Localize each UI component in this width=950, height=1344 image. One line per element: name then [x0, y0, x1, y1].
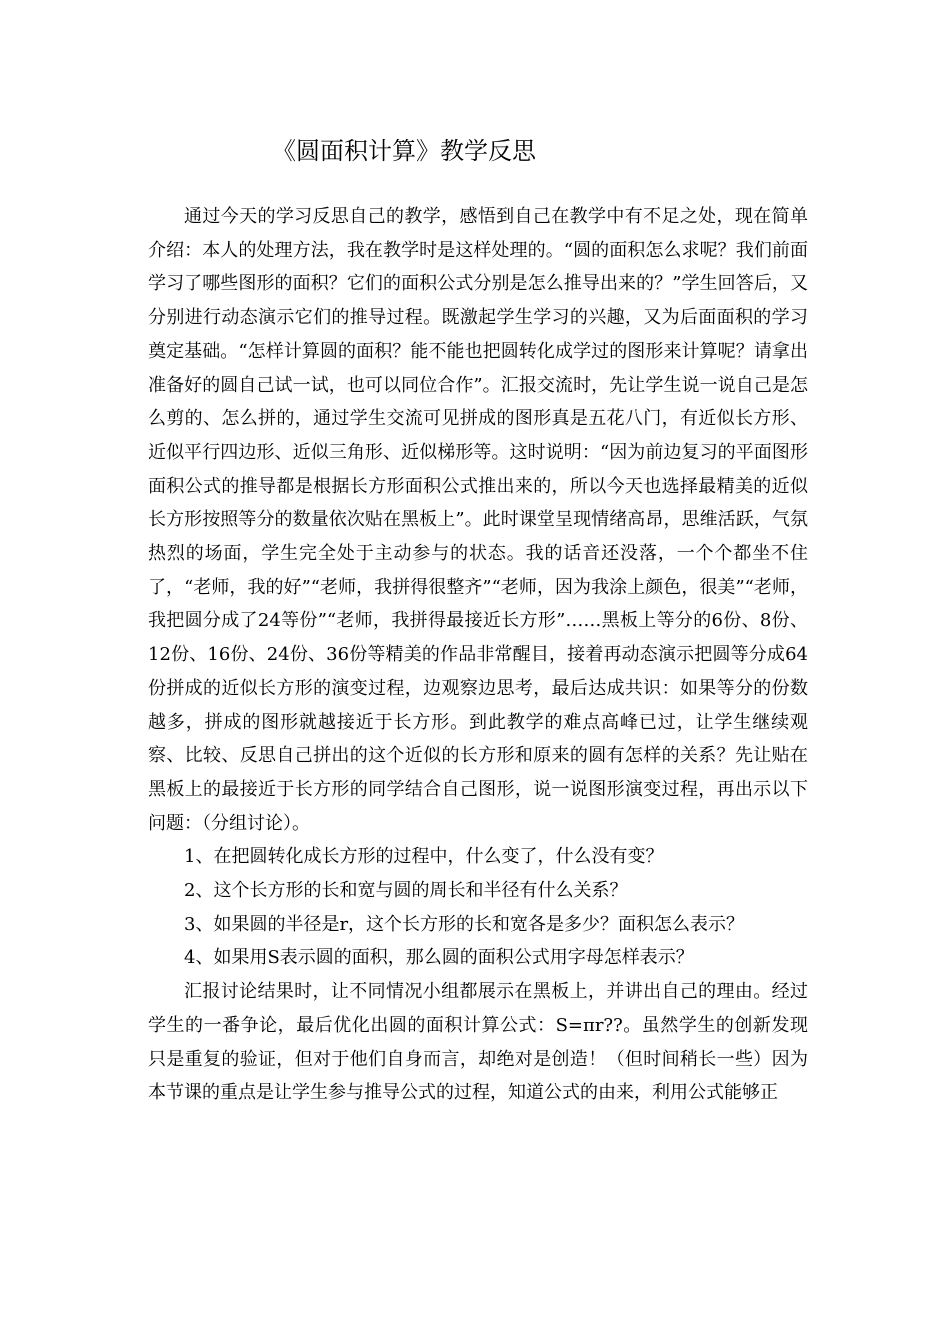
- question-item-1: 1、在把圆转化成长方形的过程中，什么变了，什么没有变？: [184, 846, 664, 868]
- closing-paragraph: 汇报讨论结果时，让不同情况小组都展示在黑板上，并讲出自己的理由。经过学生的一番争论，最后优化出圆的面积计算公式：S=πr??。虽然学生的创新发现只是重复的验证，但对于他们自身而言，却绝对是创造！（但时间稍长一些）因为本节课的重点是让学生参与推导公式的过程，知道公式的由来，利用公式能够正: [148, 981, 808, 1104]
- question-item-2: 2、这个长方形的长和宽与圆的周长和半径有什么关系？: [184, 880, 628, 902]
- document-body: [148, 200, 808, 1110]
- question-item-3: 3、如果圆的半径是r，这个长方形的长和宽各是多少？面积怎么表示？: [184, 913, 745, 935]
- question-item-4: 4、如果用S表示圆的面积，那么圆的面积公式用字母怎样表示？: [184, 947, 694, 969]
- page-title: 《圆面积计算》教学反思: [272, 137, 536, 165]
- body-paragraph: 通过今天的学习反思自己的教学，感悟到自己在教学中有不足之处，现在简单介绍：本人的处理方法，我在教学时是这样处理的。“圆的面积怎么求呢？我们前面学习了哪些图形的面积？它们的面积公式分别是怎么推导出来的？”学生回答后，又分别进行动态演示它们的推导过程。既激起学生学习的兴趣，又为后面面积的学习奠定基础。“怎样计算圆的面积？能不能也把圆转化成学过的图形来计算呢？请拿出准备好的圆自己试一试，也可以同位合作”。汇报交流时，先让学生说一说自己是怎么剪的、怎么拼的，通过学生交流可见拼成的图形真是五花八门，有近似长方形、近似平行四边形、近似三角形、近似梯形等。这时说明：“因为前边复习的平面图形面积公式的推导都是根据长方形面积公式推出来的，所以今天也选择最精美的近似长方形按照等分的数量依次贴在黑板上”。此时课堂呈现情绪高昂，思维活跃，气氛热烈的场面，学生完全处于主动参与的状态。我的话音还没落，一个个都坐不住了，“老师，我的好”“老师，我拼得很整齐”“老师，因为我涂上颜色，很美”“老师，我把圆分成了24等份”“老师，我拼得最接近长方形”……黑板上等分的6份、8份、12份、16份、24份、36份等精美的作品非常醒目，接着再动态演示把圆等分成64份拼成的近似长方形的演变过程，边观察边思考，最后达成共识：如果等分的份数越多，拼成的图形就越接近于长方形。到此教学的难点高峰已过，让学生继续观察、比较、反思自己拼出的这个近似的长方形和原来的圆有怎样的关系？先让贴在黑板上的最接近于长方形的同学结合自己图形，说一说图形演变过程，再出示以下问题：（分组讨论）。: [148, 206, 808, 834]
